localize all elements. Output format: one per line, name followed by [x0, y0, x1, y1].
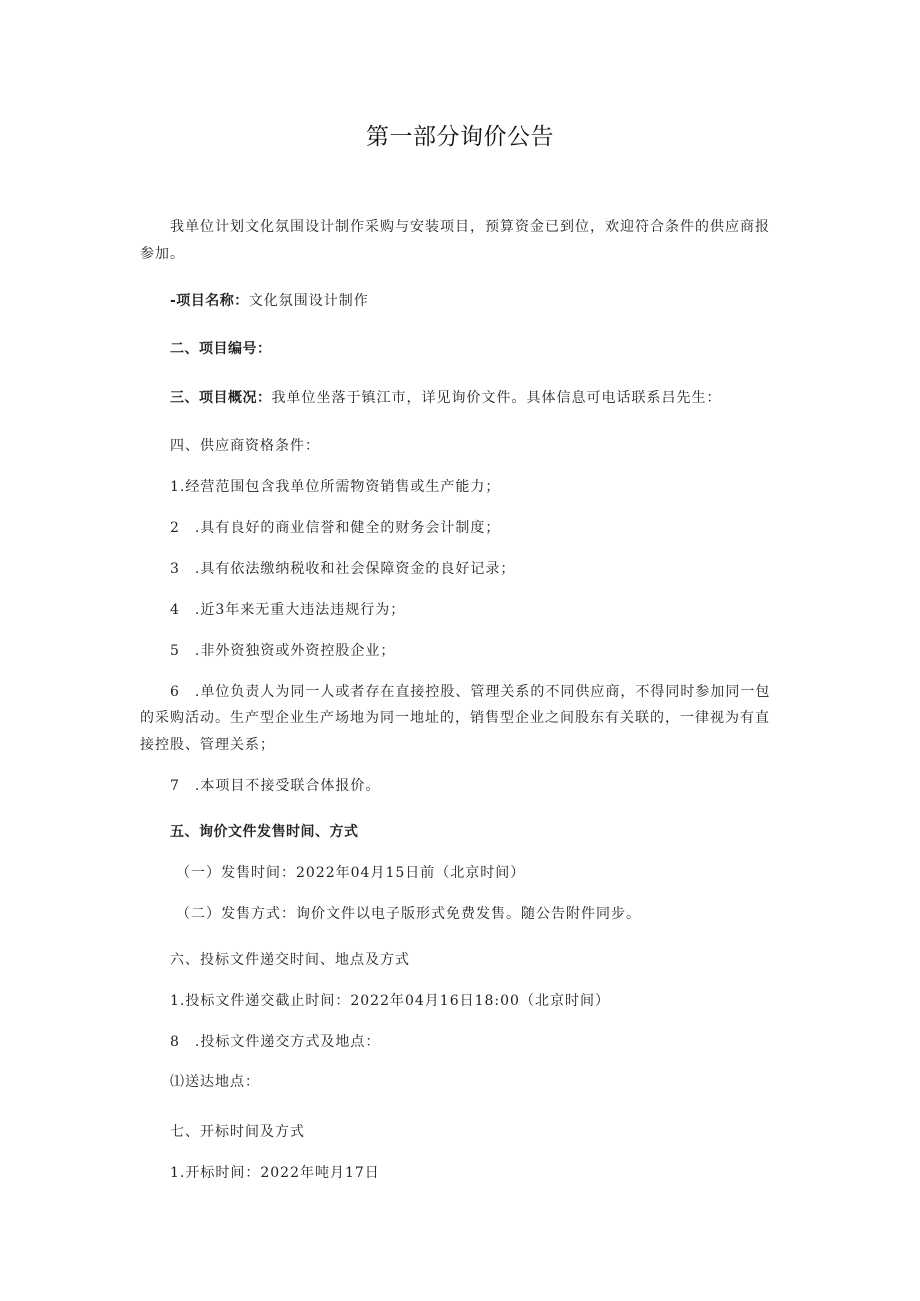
section-5-heading: 五、询价文件发售时间、方式 — [170, 824, 359, 840]
project-name-row — [170, 290, 369, 310]
sale-time: （一）发售时间：2022年04月15日前（北京时间） — [176, 865, 526, 881]
project-name-label: -项目名称： — [170, 293, 249, 309]
qualification-item-6-line-3: 接控股、管理关系； — [140, 737, 275, 753]
qualification-item-6-line-2: 的采购活动。生产型企业生产场地为同一地址的，销售型企业之间股东有关联的，一律视为有直 — [140, 710, 770, 726]
section-7-heading: 七、开标时间及方式 — [170, 1124, 305, 1140]
intro-line-2: 参加。 — [140, 246, 185, 262]
intro-line-1: 我单位计划文化氛围设计制作采购与安装项目，预算资金已到位，欢迎符合条件的供应商报 — [170, 219, 770, 235]
page-title: 第一部分询价公告 — [366, 124, 554, 150]
qualification-item-4: 4 .近3年来无重大违法违规行为； — [170, 602, 406, 618]
project-overview-row — [170, 387, 722, 407]
project-number-label: 二、项目编号： — [170, 341, 272, 357]
submission-method: 8 .投标文件递交方式及地点： — [170, 1034, 381, 1050]
qualification-item-3: 3 .具有依法缴纳税收和社会保障资金的良好记录； — [170, 561, 516, 577]
project-name-value: 文化氛围设计制作 — [248, 293, 369, 309]
qualification-item-5: 5 .非外资独资或外资控股企业； — [170, 643, 396, 659]
section-4-heading: 四、供应商资格条件： — [170, 438, 320, 454]
qualification-item-1: 1.经营范围包含我单位所需物资销售或生产能力； — [170, 479, 501, 495]
submission-deadline: 1.投标文件递交截止时间：2022年04月16日18:00（北京时间） — [170, 993, 610, 1009]
project-overview-label: 三、项目概况： — [170, 390, 272, 406]
delivery-location: ⑴送达地点： — [170, 1074, 260, 1090]
opening-time: 1.开标时间：2022年吨月17日 — [170, 1165, 380, 1181]
project-overview-value: 我单位坐落于镇江市，详见询价文件。具体信息可电话联系吕先生： — [271, 390, 722, 406]
section-6-heading: 六、投标文件递交时间、地点及方式 — [170, 952, 410, 968]
qualification-item-6-line-1: 6 .单位负责人为同一人或者存在直接控股、管理关系的不同供应商，不得同时参加同一包 — [170, 684, 771, 700]
sale-method: （二）发售方式：询价文件以电子版形式免费发售。随公告附件同步。 — [176, 906, 641, 922]
qualification-item-7: 7 .本项目不接受联合体报价。 — [170, 778, 381, 794]
qualification-item-2: 2 .具有良好的商业信誉和健全的财务会计制度； — [170, 520, 501, 536]
